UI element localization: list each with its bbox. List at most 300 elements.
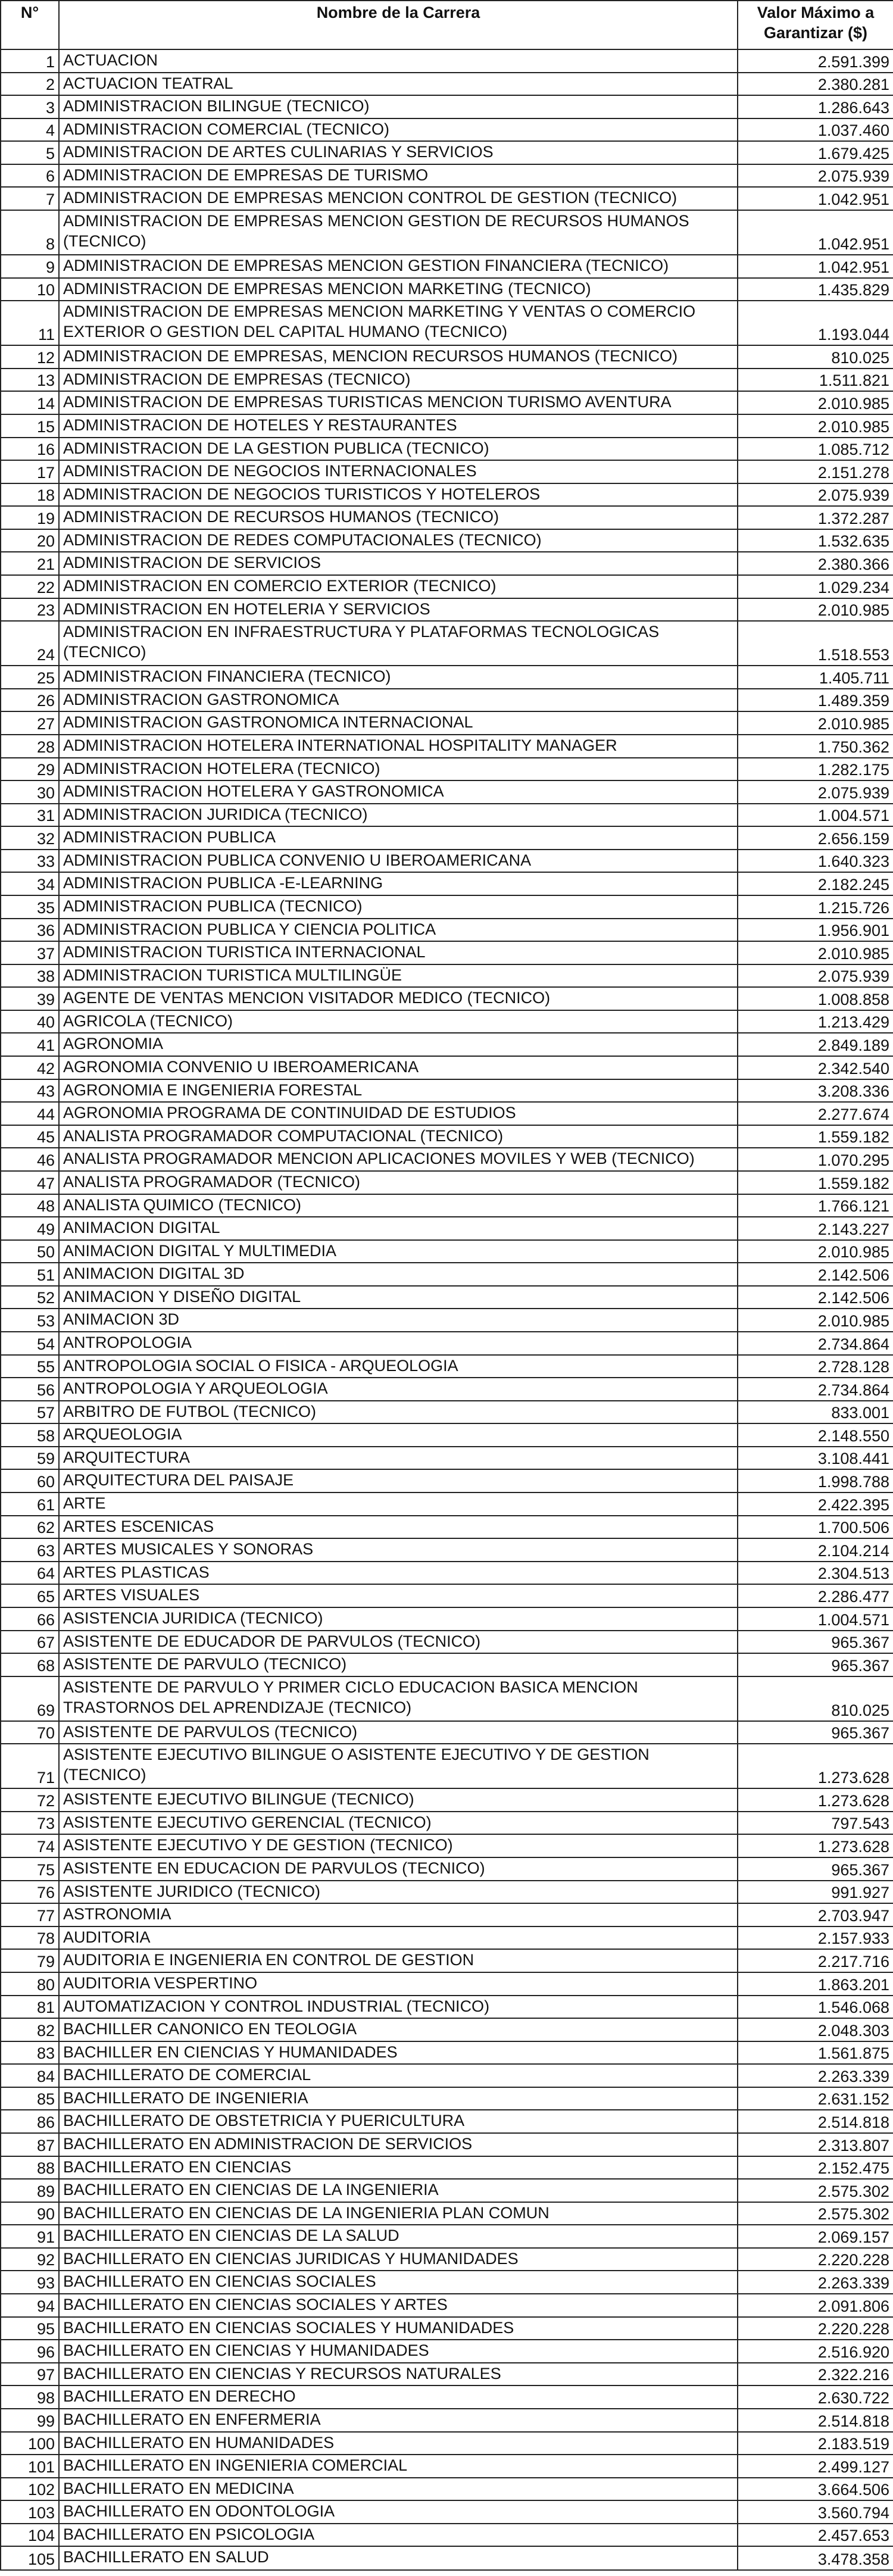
max-value: 2.322.216 bbox=[738, 2363, 893, 2386]
row-number: 85 bbox=[1, 2087, 59, 2110]
career-name: BACHILLERATO DE COMERCIAL bbox=[59, 2064, 738, 2087]
row-number: 51 bbox=[1, 1263, 59, 1286]
max-value: 1.750.362 bbox=[738, 735, 893, 758]
table-row bbox=[1, 2110, 893, 2133]
row-number: 80 bbox=[1, 1972, 59, 1996]
max-value: 2.182.245 bbox=[738, 872, 893, 895]
row-number: 60 bbox=[1, 1469, 59, 1492]
max-value: 797.543 bbox=[738, 1812, 893, 1835]
table-row bbox=[1, 460, 893, 483]
table-row bbox=[1, 1653, 893, 1676]
table-row bbox=[1, 1423, 893, 1447]
career-name: ADMINISTRACION EN INFRAESTRUCTURA Y PLATAFORMAS TECNOLOGICAS (TECNICO) bbox=[59, 621, 738, 666]
table-row bbox=[1, 804, 893, 827]
table-row bbox=[1, 1812, 893, 1835]
career-name: ARTES VISUALES bbox=[59, 1584, 738, 1607]
max-value: 2.069.157 bbox=[738, 2225, 893, 2248]
table-row bbox=[1, 1926, 893, 1950]
row-number: 88 bbox=[1, 2156, 59, 2180]
table-row bbox=[1, 1401, 893, 1424]
career-name: ADMINISTRACION HOTELERA Y GASTRONOMICA bbox=[59, 780, 738, 804]
career-name: ADMINISTRACION DE EMPRESAS MENCION CONTROL DE GESTION (TECNICO) bbox=[59, 187, 738, 210]
table-row bbox=[1, 1996, 893, 2019]
row-number: 32 bbox=[1, 826, 59, 850]
career-name: BACHILLERATO EN SALUD bbox=[59, 2546, 738, 2570]
table-row bbox=[1, 941, 893, 964]
career-name: ASISTENTE DE PARVULOS (TECNICO) bbox=[59, 1721, 738, 1744]
career-name: BACHILLERATO DE INGENIERIA bbox=[59, 2087, 738, 2110]
career-name: BACHILLERATO EN DERECHO bbox=[59, 2385, 738, 2409]
career-name: BACHILLERATO EN INGENIERIA COMERCIAL bbox=[59, 2455, 738, 2478]
career-name: ADMINISTRACION DE EMPRESAS MENCION MARKETING Y VENTAS O COMERCIO EXTERIOR O GESTION DEL CAPITAL HUMANO (TECNICO) bbox=[59, 301, 738, 345]
row-number: 90 bbox=[1, 2202, 59, 2225]
career-name: ASISTENTE DE PARVULO Y PRIMER CICLO EDUCACION BASICA MENCION TRASTORNOS DEL APRENDIZAJE (TECNICO) bbox=[59, 1676, 738, 1721]
career-name: BACHILLERATO EN ADMINISTRACION DE SERVICIOS bbox=[59, 2133, 738, 2156]
career-name: ASTRONOMIA bbox=[59, 1903, 738, 1926]
career-name: ANIMACION 3D bbox=[59, 1309, 738, 1332]
table-row bbox=[1, 1309, 893, 1332]
row-number: 24 bbox=[1, 621, 59, 666]
table-row bbox=[1, 1217, 893, 1240]
table-row bbox=[1, 2064, 893, 2087]
row-number: 77 bbox=[1, 1903, 59, 1926]
table-header bbox=[1, 1, 893, 49]
table-row bbox=[1, 369, 893, 392]
max-value: 2.010.985 bbox=[738, 1309, 893, 1332]
table-row bbox=[1, 780, 893, 804]
table-row bbox=[1, 689, 893, 712]
max-value: 2.143.227 bbox=[738, 1217, 893, 1240]
table-row bbox=[1, 1607, 893, 1631]
row-number: 104 bbox=[1, 2524, 59, 2547]
row-number: 10 bbox=[1, 278, 59, 301]
max-value: 1.405.711 bbox=[738, 666, 893, 689]
table-row bbox=[1, 919, 893, 942]
career-name: AUDITORIA bbox=[59, 1926, 738, 1950]
max-value: 1.008.858 bbox=[738, 987, 893, 1010]
max-value: 2.849.189 bbox=[738, 1033, 893, 1056]
table-row bbox=[1, 2455, 893, 2478]
row-number: 46 bbox=[1, 1148, 59, 1171]
career-name: ARQUEOLOGIA bbox=[59, 1423, 738, 1447]
max-value: 1.679.425 bbox=[738, 141, 893, 164]
table-row bbox=[1, 1286, 893, 1309]
table-row bbox=[1, 391, 893, 414]
max-value: 2.091.806 bbox=[738, 2294, 893, 2317]
career-name: ADMINISTRACION TURISTICA INTERNACIONAL bbox=[59, 941, 738, 964]
row-number: 17 bbox=[1, 460, 59, 483]
table-row bbox=[1, 118, 893, 142]
max-value: 2.220.228 bbox=[738, 2317, 893, 2340]
career-name: ACTUACION TEATRAL bbox=[59, 73, 738, 96]
table-row bbox=[1, 2478, 893, 2501]
career-name: ADMINISTRACION EN COMERCIO EXTERIOR (TECNICO) bbox=[59, 575, 738, 598]
career-name: ANIMACION DIGITAL bbox=[59, 1217, 738, 1240]
table-row bbox=[1, 438, 893, 461]
career-name: ARQUITECTURA bbox=[59, 1447, 738, 1470]
row-number: 73 bbox=[1, 1812, 59, 1835]
row-number: 45 bbox=[1, 1125, 59, 1148]
career-name: BACHILLERATO EN PSICOLOGIA bbox=[59, 2524, 738, 2547]
career-name: ADMINISTRACION JURIDICA (TECNICO) bbox=[59, 804, 738, 827]
max-value: 3.664.506 bbox=[738, 2478, 893, 2501]
table-row bbox=[1, 758, 893, 781]
row-number: 61 bbox=[1, 1492, 59, 1516]
max-value: 1.559.182 bbox=[738, 1125, 893, 1148]
career-name: BACHILLERATO EN CIENCIAS SOCIALES Y ARTES bbox=[59, 2294, 738, 2317]
career-name: ARTES ESCENICAS bbox=[59, 1516, 738, 1539]
table-body bbox=[1, 49, 893, 2570]
table-row bbox=[1, 711, 893, 735]
career-name: AGRONOMIA bbox=[59, 1033, 738, 1056]
max-value: 1.215.726 bbox=[738, 895, 893, 919]
row-number: 93 bbox=[1, 2271, 59, 2294]
max-value: 1.559.182 bbox=[738, 1171, 893, 1194]
max-value: 1.372.287 bbox=[738, 506, 893, 529]
table-row bbox=[1, 2133, 893, 2156]
row-number: 34 bbox=[1, 872, 59, 895]
career-name: ADMINISTRACION DE EMPRESAS DE TURISMO bbox=[59, 164, 738, 188]
max-value: 1.070.295 bbox=[738, 1148, 893, 1171]
header-max-value: Valor Máximo a Garantizar ($) bbox=[738, 1, 893, 49]
table-row bbox=[1, 1857, 893, 1881]
table-row bbox=[1, 255, 893, 278]
table-row bbox=[1, 1194, 893, 1217]
max-value: 2.277.674 bbox=[738, 1102, 893, 1125]
table-row bbox=[1, 2087, 893, 2110]
max-value: 2.151.278 bbox=[738, 460, 893, 483]
max-value: 1.766.121 bbox=[738, 1194, 893, 1217]
max-value: 1.193.044 bbox=[738, 301, 893, 345]
max-value: 2.575.302 bbox=[738, 2179, 893, 2202]
row-number: 68 bbox=[1, 1653, 59, 1676]
max-value: 965.367 bbox=[738, 1857, 893, 1881]
max-value: 1.640.323 bbox=[738, 850, 893, 873]
row-number: 76 bbox=[1, 1881, 59, 1904]
career-name: AGENTE DE VENTAS MENCION VISITADOR MEDICO (TECNICO) bbox=[59, 987, 738, 1010]
max-value: 1.029.234 bbox=[738, 575, 893, 598]
table-row bbox=[1, 1033, 893, 1056]
max-value: 2.656.159 bbox=[738, 826, 893, 850]
table-row bbox=[1, 49, 893, 73]
row-number: 96 bbox=[1, 2340, 59, 2363]
row-number: 29 bbox=[1, 758, 59, 781]
max-value: 2.010.985 bbox=[738, 1240, 893, 1263]
max-value: 1.956.901 bbox=[738, 919, 893, 942]
table-row bbox=[1, 1834, 893, 1857]
row-number: 30 bbox=[1, 780, 59, 804]
row-number: 9 bbox=[1, 255, 59, 278]
row-number: 35 bbox=[1, 895, 59, 919]
table-row bbox=[1, 666, 893, 689]
row-number: 67 bbox=[1, 1631, 59, 1654]
max-value: 2.010.985 bbox=[738, 598, 893, 622]
max-value: 2.514.818 bbox=[738, 2110, 893, 2133]
table-row bbox=[1, 1125, 893, 1148]
table-row bbox=[1, 164, 893, 188]
career-name: ANIMACION Y DISEÑO DIGITAL bbox=[59, 1286, 738, 1309]
table-row bbox=[1, 1240, 893, 1263]
row-number: 83 bbox=[1, 2041, 59, 2065]
max-value: 2.075.939 bbox=[738, 964, 893, 988]
career-name: BACHILLERATO EN CIENCIAS DE LA INGENIERIA PLAN COMUN bbox=[59, 2202, 738, 2225]
row-number: 56 bbox=[1, 1378, 59, 1401]
career-name: ADMINISTRACION PUBLICA CONVENIO U IBEROAMERICANA bbox=[59, 850, 738, 873]
table-row bbox=[1, 1903, 893, 1926]
career-name: ANALISTA PROGRAMADOR COMPUTACIONAL (TECNICO) bbox=[59, 1125, 738, 1148]
career-name: ADMINISTRACION EN HOTELERIA Y SERVICIOS bbox=[59, 598, 738, 622]
max-value: 1.004.571 bbox=[738, 1607, 893, 1631]
table-row bbox=[1, 1538, 893, 1562]
row-number: 94 bbox=[1, 2294, 59, 2317]
career-name: ANTROPOLOGIA SOCIAL O FISICA - ARQUEOLOGIA bbox=[59, 1355, 738, 1378]
max-value: 2.380.366 bbox=[738, 552, 893, 575]
table-row bbox=[1, 1492, 893, 1516]
table-row bbox=[1, 850, 893, 873]
table-row bbox=[1, 2156, 893, 2180]
table-row bbox=[1, 2340, 893, 2363]
row-number: 54 bbox=[1, 1332, 59, 1355]
table-row bbox=[1, 301, 893, 345]
row-number: 49 bbox=[1, 1217, 59, 1240]
career-name: ASISTENTE DE PARVULO (TECNICO) bbox=[59, 1653, 738, 1676]
max-value: 2.075.939 bbox=[738, 780, 893, 804]
career-name: ADMINISTRACION DE EMPRESAS (TECNICO) bbox=[59, 369, 738, 392]
row-number: 62 bbox=[1, 1516, 59, 1539]
max-value: 1.863.201 bbox=[738, 1972, 893, 1996]
max-value: 2.342.540 bbox=[738, 1056, 893, 1079]
max-value: 2.457.653 bbox=[738, 2524, 893, 2547]
row-number: 100 bbox=[1, 2432, 59, 2455]
table-row bbox=[1, 1676, 893, 1721]
max-value: 1.489.359 bbox=[738, 689, 893, 712]
max-value: 2.010.985 bbox=[738, 711, 893, 735]
row-number: 15 bbox=[1, 414, 59, 438]
max-value: 3.108.441 bbox=[738, 1447, 893, 1470]
table-row bbox=[1, 2041, 893, 2065]
row-number: 105 bbox=[1, 2546, 59, 2570]
max-value: 1.273.628 bbox=[738, 1744, 893, 1788]
table-row bbox=[1, 73, 893, 96]
career-name: AUTOMATIZACION Y CONTROL INDUSTRIAL (TECNICO) bbox=[59, 1996, 738, 2019]
career-name: ADMINISTRACION DE NEGOCIOS TURISTICOS Y HOTELEROS bbox=[59, 483, 738, 507]
row-number: 82 bbox=[1, 2018, 59, 2041]
max-value: 2.575.302 bbox=[738, 2202, 893, 2225]
max-value: 2.010.985 bbox=[738, 414, 893, 438]
table-row bbox=[1, 826, 893, 850]
row-number: 48 bbox=[1, 1194, 59, 1217]
row-number: 81 bbox=[1, 1996, 59, 2019]
max-value: 810.025 bbox=[738, 345, 893, 369]
table-row bbox=[1, 1332, 893, 1355]
career-name: BACHILLERATO EN CIENCIAS bbox=[59, 2156, 738, 2180]
career-name: ARTES PLASTICAS bbox=[59, 1562, 738, 1585]
row-number: 47 bbox=[1, 1171, 59, 1194]
max-value: 1.273.628 bbox=[738, 1834, 893, 1857]
table-row bbox=[1, 2018, 893, 2041]
table-row bbox=[1, 529, 893, 552]
max-value: 1.085.712 bbox=[738, 438, 893, 461]
career-name: ASISTENTE EJECUTIVO BILINGUE O ASISTENTE EJECUTIVO Y DE GESTION (TECNICO) bbox=[59, 1744, 738, 1788]
row-number: 37 bbox=[1, 941, 59, 964]
row-number: 102 bbox=[1, 2478, 59, 2501]
row-number: 70 bbox=[1, 1721, 59, 1744]
career-name: ADMINISTRACION FINANCIERA (TECNICO) bbox=[59, 666, 738, 689]
row-number: 59 bbox=[1, 1447, 59, 1470]
career-name: ACTUACION bbox=[59, 49, 738, 73]
row-number: 25 bbox=[1, 666, 59, 689]
max-value: 2.514.818 bbox=[738, 2409, 893, 2432]
header-row bbox=[1, 1, 893, 49]
table-row bbox=[1, 2524, 893, 2547]
career-name: BACHILLERATO DE OBSTETRICIA Y PUERICULTURA bbox=[59, 2110, 738, 2133]
career-name: ADMINISTRACION DE EMPRESAS MENCION GESTION DE RECURSOS HUMANOS (TECNICO) bbox=[59, 210, 738, 255]
career-name: ADMINISTRACION DE EMPRESAS MENCION MARKETING (TECNICO) bbox=[59, 278, 738, 301]
max-value: 1.518.553 bbox=[738, 621, 893, 666]
table-row bbox=[1, 1788, 893, 1812]
career-name: ANIMACION DIGITAL Y MULTIMEDIA bbox=[59, 1240, 738, 1263]
table-row bbox=[1, 1056, 893, 1079]
career-name: ADMINISTRACION DE ARTES CULINARIAS Y SERVICIOS bbox=[59, 141, 738, 164]
career-name: BACHILLERATO EN MEDICINA bbox=[59, 2478, 738, 2501]
row-number: 14 bbox=[1, 391, 59, 414]
table-row bbox=[1, 1148, 893, 1171]
max-value: 2.734.864 bbox=[738, 1378, 893, 1401]
row-number: 38 bbox=[1, 964, 59, 988]
max-value: 1.042.951 bbox=[738, 210, 893, 255]
max-value: 2.075.939 bbox=[738, 483, 893, 507]
row-number: 71 bbox=[1, 1744, 59, 1788]
max-value: 1.998.788 bbox=[738, 1469, 893, 1492]
row-number: 84 bbox=[1, 2064, 59, 2087]
max-value: 2.142.506 bbox=[738, 1286, 893, 1309]
max-value: 2.263.339 bbox=[738, 2271, 893, 2294]
max-value: 3.208.336 bbox=[738, 1079, 893, 1103]
table-row bbox=[1, 964, 893, 988]
max-value: 2.499.127 bbox=[738, 2455, 893, 2478]
table-row bbox=[1, 1010, 893, 1033]
table-row bbox=[1, 1516, 893, 1539]
career-name: BACHILLERATO EN ODONTOLOGIA bbox=[59, 2500, 738, 2524]
career-name: ADMINISTRACION PUBLICA bbox=[59, 826, 738, 850]
career-name: BACHILLERATO EN CIENCIAS DE LA INGENIERIA bbox=[59, 2179, 738, 2202]
career-name: ARBITRO DE FUTBOL (TECNICO) bbox=[59, 1401, 738, 1424]
row-number: 5 bbox=[1, 141, 59, 164]
table-row bbox=[1, 1972, 893, 1996]
max-value: 2.142.506 bbox=[738, 1263, 893, 1286]
max-value: 991.927 bbox=[738, 1881, 893, 1904]
career-name: ADMINISTRACION DE NEGOCIOS INTERNACIONALES bbox=[59, 460, 738, 483]
row-number: 23 bbox=[1, 598, 59, 622]
table-row bbox=[1, 2500, 893, 2524]
max-value: 1.213.429 bbox=[738, 1010, 893, 1033]
table-row bbox=[1, 1631, 893, 1654]
career-name: ASISTENTE DE EDUCADOR DE PARVULOS (TECNICO) bbox=[59, 1631, 738, 1654]
row-number: 3 bbox=[1, 95, 59, 118]
table-row bbox=[1, 987, 893, 1010]
row-number: 92 bbox=[1, 2248, 59, 2271]
row-number: 16 bbox=[1, 438, 59, 461]
table-row bbox=[1, 1584, 893, 1607]
row-number: 43 bbox=[1, 1079, 59, 1103]
career-name: AUDITORIA E INGENIERIA EN CONTROL DE GESTION bbox=[59, 1949, 738, 1972]
row-number: 97 bbox=[1, 2363, 59, 2386]
table-row bbox=[1, 2248, 893, 2271]
career-name: AGRONOMIA E INGENIERIA FORESTAL bbox=[59, 1079, 738, 1103]
max-value: 2.220.228 bbox=[738, 2248, 893, 2271]
row-number: 74 bbox=[1, 1834, 59, 1857]
career-name: ADMINISTRACION DE SERVICIOS bbox=[59, 552, 738, 575]
row-number: 41 bbox=[1, 1033, 59, 1056]
career-name: BACHILLERATO EN CIENCIAS SOCIALES bbox=[59, 2271, 738, 2294]
max-value: 833.001 bbox=[738, 1401, 893, 1424]
career-name: BACHILLERATO EN CIENCIAS DE LA SALUD bbox=[59, 2225, 738, 2248]
table-row bbox=[1, 1102, 893, 1125]
table-row bbox=[1, 1949, 893, 1972]
career-name: AUDITORIA VESPERTINO bbox=[59, 1972, 738, 1996]
table-row bbox=[1, 1744, 893, 1788]
max-value: 1.273.628 bbox=[738, 1788, 893, 1812]
max-value: 2.703.947 bbox=[738, 1903, 893, 1926]
max-value: 2.104.214 bbox=[738, 1538, 893, 1562]
row-number: 36 bbox=[1, 919, 59, 942]
max-value: 1.042.951 bbox=[738, 187, 893, 210]
row-number: 79 bbox=[1, 1949, 59, 1972]
table-row bbox=[1, 621, 893, 666]
header-number: N° bbox=[1, 1, 59, 49]
max-value: 1.037.460 bbox=[738, 118, 893, 142]
table-row bbox=[1, 895, 893, 919]
row-number: 86 bbox=[1, 2110, 59, 2133]
max-value: 2.075.939 bbox=[738, 164, 893, 188]
career-name: ADMINISTRACION PUBLICA Y CIENCIA POLITICA bbox=[59, 919, 738, 942]
row-number: 8 bbox=[1, 210, 59, 255]
career-name: ANALISTA PROGRAMADOR MENCION APLICACIONES MOVILES Y WEB (TECNICO) bbox=[59, 1148, 738, 1171]
row-number: 18 bbox=[1, 483, 59, 507]
career-name: ASISTENTE EJECUTIVO Y DE GESTION (TECNICO) bbox=[59, 1834, 738, 1857]
max-value: 3.478.358 bbox=[738, 2546, 893, 2570]
career-name: BACHILLERATO EN CIENCIAS JURIDICAS Y HUMANIDADES bbox=[59, 2248, 738, 2271]
max-value: 2.728.128 bbox=[738, 1355, 893, 1378]
career-name: ADMINISTRACION TURISTICA MULTILINGÜE bbox=[59, 964, 738, 988]
row-number: 44 bbox=[1, 1102, 59, 1125]
table-row bbox=[1, 2317, 893, 2340]
table-row bbox=[1, 1721, 893, 1744]
max-value: 965.367 bbox=[738, 1721, 893, 1744]
career-name: ANTROPOLOGIA bbox=[59, 1332, 738, 1355]
max-value: 2.516.920 bbox=[738, 2340, 893, 2363]
row-number: 89 bbox=[1, 2179, 59, 2202]
row-number: 53 bbox=[1, 1309, 59, 1332]
max-value: 2.630.722 bbox=[738, 2385, 893, 2409]
max-value: 1.700.506 bbox=[738, 1516, 893, 1539]
row-number: 31 bbox=[1, 804, 59, 827]
row-number: 19 bbox=[1, 506, 59, 529]
table-row bbox=[1, 483, 893, 507]
career-name: BACHILLERATO EN CIENCIAS SOCIALES Y HUMANIDADES bbox=[59, 2317, 738, 2340]
max-value: 2.286.477 bbox=[738, 1584, 893, 1607]
career-name: BACHILLERATO EN HUMANIDADES bbox=[59, 2432, 738, 2455]
row-number: 42 bbox=[1, 1056, 59, 1079]
career-name: ASISTENTE EJECUTIVO GERENCIAL (TECNICO) bbox=[59, 1812, 738, 1835]
career-name: ANIMACION DIGITAL 3D bbox=[59, 1263, 738, 1286]
max-value: 2.157.933 bbox=[738, 1926, 893, 1950]
table-row bbox=[1, 2225, 893, 2248]
row-number: 52 bbox=[1, 1286, 59, 1309]
table-row bbox=[1, 575, 893, 598]
table-row bbox=[1, 2363, 893, 2386]
table-row bbox=[1, 598, 893, 622]
